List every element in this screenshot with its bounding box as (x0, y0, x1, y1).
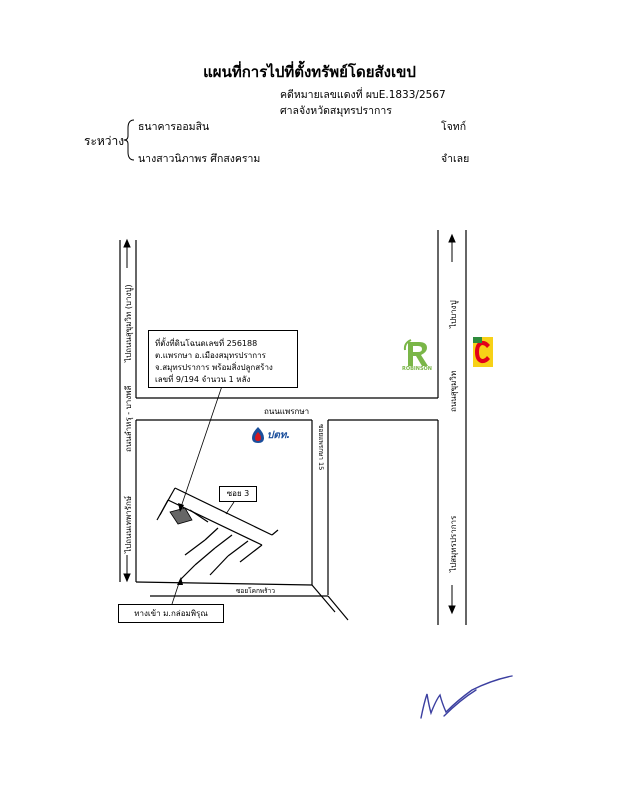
robinson-text: ROBINSON (402, 366, 432, 372)
soi-3-label: ซอย 3 (226, 489, 250, 498)
property-info-box (148, 330, 298, 388)
defendant-role: จำเลย (441, 153, 470, 165)
plaintiff-name: ธนาคารออมสิน (138, 121, 210, 133)
case-number: คดีหมายเลขแดงที่ ผบE.1833/2567 (280, 89, 446, 101)
ptt-logo (252, 427, 264, 443)
between-label: ระหว่าง (84, 134, 125, 148)
entrance-label-box (118, 604, 224, 623)
property-info-line1: ที่ตั้งที่ดินโฉนดเลขที่ 256188 (155, 339, 258, 348)
ptt-text: ปตท. (267, 430, 291, 441)
entrance-label: ทางเข้า ม.กล่อมพิรุณ (134, 609, 208, 618)
property-info-line3: จ.สมุทรปราการ พร้อมสิ่งปลูกสร้าง (155, 363, 273, 372)
page-title: แผนที่การไปที่ตั้งทรัพย์โดยสังเขป (203, 63, 416, 81)
soi3-pointer (226, 502, 234, 514)
road-label-praeksa: ถนนแพรกษา (264, 407, 310, 416)
court-name: ศาลจังหวัดสมุทรปราการ (280, 105, 392, 117)
road-label-sukhumvit: ถนนสุขุมวิท (449, 370, 458, 412)
property-info-line2: ต.แพรกษา อ.เมืองสมุทรปราการ (155, 351, 266, 360)
road-label-soi-khok-phrao: ซอยโคกพร้าว (236, 587, 275, 595)
bigc-logo (473, 337, 493, 367)
defendant-name: นางสาวนิภาพร ศึกสงคราม (138, 153, 261, 165)
direction-arrows (124, 235, 455, 613)
road-label-soi-praeksa-15: ซอยแพรกษา 15 (317, 424, 325, 471)
road-label-to-thepharak: ไปถนนเทพารักษ์ (124, 495, 133, 553)
soi-3-label-box (219, 486, 257, 502)
road-label-to-samut-prakan: ไปสมุทรปราการ (449, 515, 458, 572)
road-label-to-sukhumvit-bangpu: ไปถนนสุขุมวิท (บางปู) (124, 284, 133, 362)
plaintiff-role: โจทก์ (441, 121, 467, 133)
road-label-to-bangpu: ไปบางปู (449, 300, 458, 328)
property-info-line4: เลขที่ 9/194 จำนวน 1 หลัง (155, 375, 251, 384)
road-lines (120, 230, 466, 625)
between-brace (124, 120, 134, 160)
property-pointer (180, 386, 222, 510)
road-label-lamru-bangphli: ถนนลำหรุ - บางพลี (124, 385, 133, 452)
signature (421, 676, 512, 718)
